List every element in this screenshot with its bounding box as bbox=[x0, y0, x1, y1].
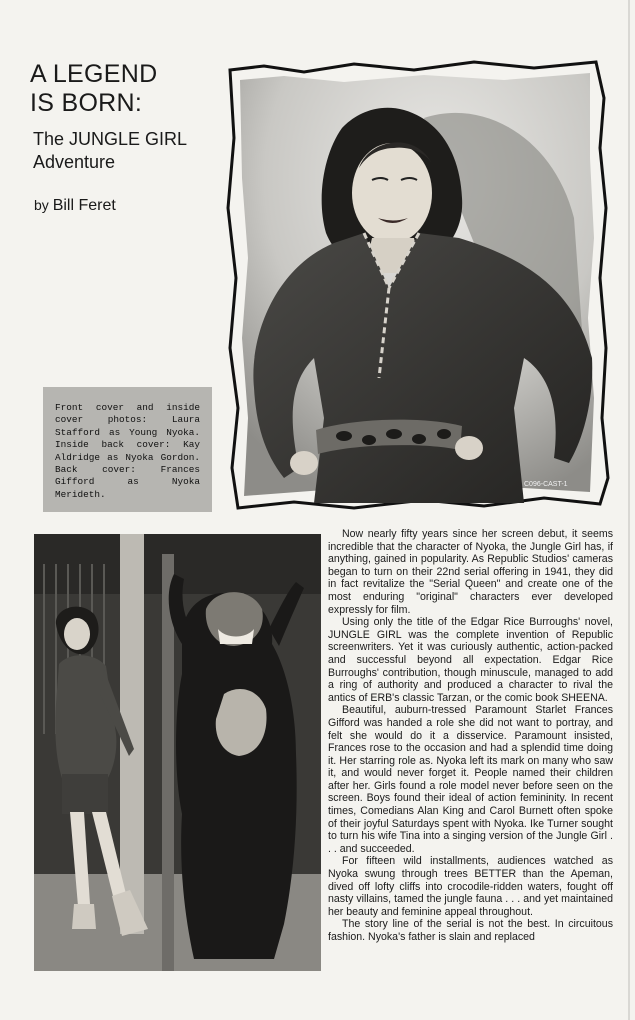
byline bbox=[34, 197, 116, 215]
photo-caption-text: Front cover and inside cover photos: Laura Stafford as Young Nyoka. Inside back cover: Kay Aldridge as Nyoka Gordon. Back cover: Frances Gifford as Nyoka Merideth. bbox=[55, 402, 200, 500]
body-paragraph: Now nearly fifty years since her screen debut, it seems incredible that the character of Nyoka, the Jungle Girl has, if anything, gained in popularity. As Republic Studios' cameras began to turn on their 22nd serial offering in 1941, they did in fact revitalize the "Serial Queen" and create one of the most enduring "original" characters ever developed expressly for film. bbox=[328, 528, 613, 616]
title-line-2: IS BORN: bbox=[30, 89, 143, 117]
body-paragraph: The story line of the serial is not the best. In circuitous fashion. Nyoka's father is slain and replaced bbox=[328, 918, 613, 943]
body-paragraph: For fifteen wild installments, audiences watched as Nyoka swung through trees BETTER than the Apeman, dived off lofty cliffs into crocodile-ridden waters, fought off nasty villains, tamed the jungle fauna . . . and yet maintained her beauty and feminine appeal throughout. bbox=[328, 855, 613, 918]
subtitle-line-2: Adventure bbox=[33, 152, 116, 172]
author-name: Bill Feret bbox=[52, 197, 116, 214]
photo-caption-box bbox=[43, 387, 212, 512]
article-subtitle bbox=[33, 128, 223, 174]
photo-still-code: C096-CAST-1 bbox=[524, 481, 568, 488]
body-paragraph: Using only the title of the Edgar Rice Burroughs' novel, JUNGLE GIRL was the complete invention of Republic screenwriters. Yet it was curiously authentic, action-packed and successful beyond all expectation. Edgar Rice Burroughs' contribution, though minuscule, managed to add a ring of authority and produced a character to rival the antics of ERB's classic Tarzan, or the comic book SHEENA. bbox=[328, 616, 613, 704]
article-title bbox=[30, 60, 230, 118]
portrait-photo bbox=[224, 58, 610, 513]
byline-prefix: by bbox=[34, 197, 49, 213]
right-edge-rule bbox=[628, 0, 630, 1020]
article-body bbox=[328, 528, 613, 968]
title-line-1: A LEGEND bbox=[30, 60, 158, 88]
body-paragraph: Beautiful, auburn-tressed Paramount Starlet Frances Gifford was handed a role she did not want to portray, and felt she would do it a disservice. Paramount insisted, Frances rose to the occasion and had a splendid time doing it. Her starring role as. Nyoka left its mark on many who saw it, and would never forget it. People named their children after her. Girls found a role model never before seen on the screen. Boys found their ideal of action femininity. In recent times, Comedians Alan King and Carol Burnett often spoke of their joyful Saturdays spent with Nyoka. Ike Turner sought to turn his wife Tina into a singing version of the Jungle Girl . . . and succeeded. bbox=[328, 704, 613, 855]
jungle-scene-photo bbox=[34, 534, 321, 971]
subtitle-line-1: The JUNGLE GIRL bbox=[33, 129, 188, 149]
